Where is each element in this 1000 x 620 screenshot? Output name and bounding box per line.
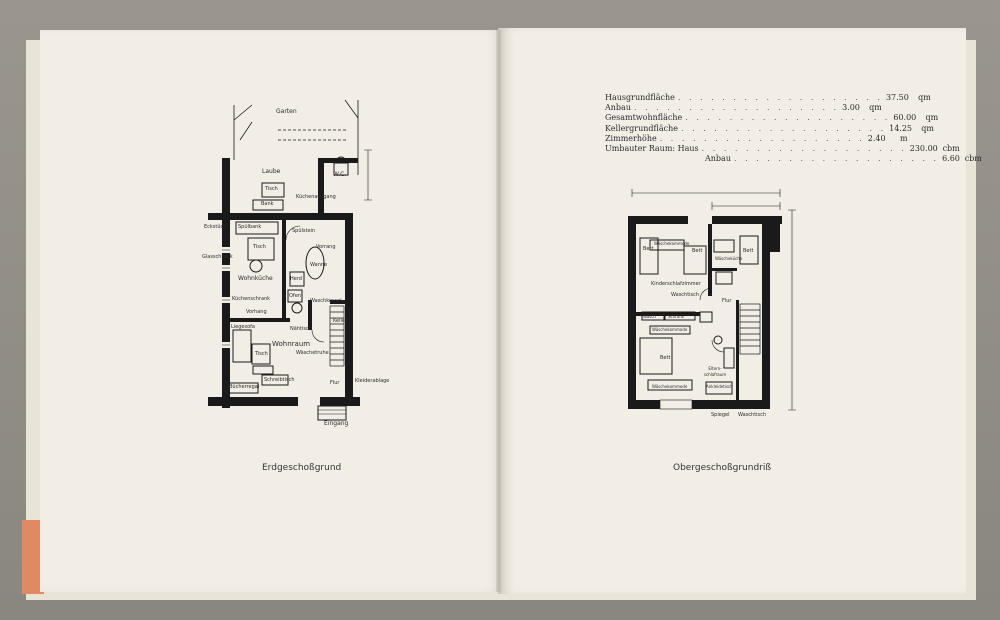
label-kleiderablage: Kleiderablage xyxy=(355,378,390,384)
label-schreibtisch: Schreibtisch xyxy=(264,377,295,383)
spec-label: Hausgrundfläche xyxy=(605,93,675,102)
spec-label: Zimmerhöhe xyxy=(605,133,657,143)
spec-value xyxy=(889,124,934,134)
specs-table xyxy=(605,93,982,164)
spec-label: Anbau xyxy=(605,103,631,113)
label-kuechenausgang: Küchenausgang xyxy=(296,194,336,200)
label-schrank: Schrank xyxy=(668,314,685,319)
label-tisch-living: Tisch xyxy=(255,351,268,357)
spec-row xyxy=(605,144,960,154)
spec-number: 14.25 xyxy=(889,123,913,133)
label-ankleidetisch: Ankleidetisch xyxy=(706,384,733,389)
label-keller: Keller xyxy=(333,318,348,324)
label-bank: Bank xyxy=(261,201,274,207)
label-tisch-garden: Tisch xyxy=(265,186,278,192)
label-spiegel: Spiegel xyxy=(711,412,730,418)
label-kinderschlafzimmer: Kinderschlafzimmer xyxy=(651,281,701,287)
spec-row xyxy=(605,154,982,164)
spec-leader-dots: . . . . . . . . . . . . . . . . . . . xyxy=(685,113,891,123)
label-liegesofa: Liegesofa xyxy=(231,324,255,330)
label-waschtisch: Waschtisch xyxy=(671,292,700,298)
label-herd: Herd xyxy=(290,276,302,282)
spec-label: Kellergrundfläche xyxy=(605,123,679,133)
spec-row xyxy=(605,113,939,123)
label-eltern: Eltern-schlafraum xyxy=(703,366,727,377)
spec-leader-dots: . . . . . . . . . . . . . . . . . . . xyxy=(681,123,887,133)
label-flur-upper: Flur xyxy=(722,298,732,304)
label-bett-right: Bett xyxy=(743,248,754,254)
label-eingang: Eingang xyxy=(324,420,349,427)
spec-unit: cbm xyxy=(964,154,982,164)
spec-number: 3.00 xyxy=(842,103,860,113)
label-kuechenschrank: Küchenschrank xyxy=(232,296,271,302)
label-bett-big: Bett xyxy=(660,355,671,361)
spec-leader-dots: . . . . . . . . . . . . . . . . . . . xyxy=(633,103,840,113)
spec-row xyxy=(605,123,935,134)
upper-floor-caption: Obergeschoßgrundriß xyxy=(673,463,772,473)
label-waschtisch-bottom: Waschtisch xyxy=(738,412,767,418)
spec-number: 2.40 xyxy=(867,133,886,143)
label-wasch: Wasch xyxy=(643,314,656,319)
spec-unit: cbm xyxy=(942,144,960,154)
label-waschkessel: Waschkessel xyxy=(310,298,342,304)
spec-label: Gesamtwohnfläche xyxy=(605,113,683,123)
spec-unit: m xyxy=(900,133,908,143)
spec-row xyxy=(605,133,908,144)
spec-value xyxy=(842,103,882,113)
label-waeschekueche: Wäscheküche xyxy=(715,256,743,261)
spec-value xyxy=(868,134,908,144)
label-bett-mid: Bett xyxy=(692,248,703,254)
spec-value xyxy=(942,154,982,164)
spec-value xyxy=(910,144,960,154)
label-tisch-kitchen: Tisch xyxy=(253,244,266,250)
label-garten: Garten xyxy=(276,108,297,115)
label-laube: Laube xyxy=(262,168,281,175)
label-flur: Flur xyxy=(330,380,340,386)
spec-unit: qm xyxy=(921,123,935,133)
spec-leader-dots: . . . . . . . . . . . . . . . . . . . xyxy=(733,154,940,164)
label-eckstueck: Eckstück xyxy=(204,224,227,230)
spec-label: Umbauter Raum: Haus xyxy=(605,144,699,154)
spec-leader-dots: . . . . . . . . . . . . . . . . . . . xyxy=(659,133,865,143)
spec-row xyxy=(605,103,882,113)
spec-unit: qm xyxy=(925,113,939,123)
label-glasschrank: Glasschrank xyxy=(202,254,233,260)
label-buecherregal: Bücherregal xyxy=(229,384,260,390)
label-wanne: Wanne xyxy=(310,262,328,268)
spec-row xyxy=(605,93,931,103)
label-ofen: Ofen xyxy=(289,293,301,299)
label-bett-left: Bett xyxy=(643,246,654,252)
spec-leader-dots: . . . . . . . . . . . . . . . . . . . xyxy=(701,144,907,154)
label-waeschekommode-bottom: Wäschekommode xyxy=(652,384,688,389)
label-spuelbank: Spülbank xyxy=(238,224,262,230)
spec-number: 37.50 xyxy=(885,93,909,102)
label-waeschekommode-mid: Wäschekommode xyxy=(652,327,688,332)
spec-label: Anbau xyxy=(705,154,731,164)
label-wohnraum: Wohnraum xyxy=(272,340,311,348)
label-wc: W.C. xyxy=(333,171,347,178)
label-vorhang: Vorhang xyxy=(246,309,267,315)
spec-value xyxy=(893,113,938,123)
spec-number: 60.00 xyxy=(893,113,917,123)
spec-unit: qm xyxy=(869,103,882,113)
spec-number: 6.60 xyxy=(942,154,960,164)
label-spuelstein: Spülstein xyxy=(292,228,316,234)
spec-value xyxy=(886,93,931,103)
label-wohnkueche: Wohnküche xyxy=(238,275,273,282)
spec-number: 230.00 xyxy=(909,144,938,154)
label-naehtisch: Nähtisch xyxy=(290,326,312,332)
spec-unit: qm xyxy=(918,93,931,102)
label-waeschekommode-top: Wäschekommode xyxy=(654,241,690,246)
ground-floor-caption: Erdgeschoßgrund xyxy=(262,463,342,473)
label-vorrang: Vorrang xyxy=(316,244,336,250)
spec-leader-dots: . . . . . . . . . . . . . . . . . . . xyxy=(677,93,883,102)
label-waeschetruhe: Wäschetruhe xyxy=(296,350,329,356)
